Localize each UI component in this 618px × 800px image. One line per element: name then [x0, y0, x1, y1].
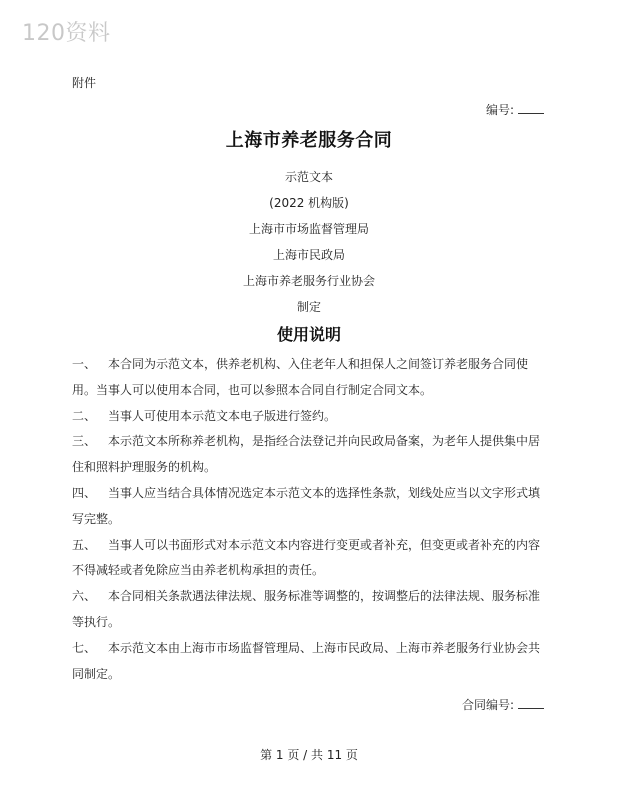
instruction-number: 七、	[72, 640, 97, 655]
instruction-item	[72, 636, 550, 688]
section-title: 使用说明	[276, 325, 341, 344]
issuer-industry-association: 上海市养老服务行业协会	[242, 274, 375, 288]
instruction-text: 本合同为示范文本，供养老机构、入住老年人和担保人之间签订养老服务合同使用。当事人可以使用本合同，也可以参照本合同自行制定合同文本。	[72, 357, 529, 397]
serial-number-label: 编号:	[485, 103, 514, 117]
issued-label: 制定	[296, 300, 321, 314]
page-footer: 第 1 页 / 共 11 页	[260, 748, 358, 762]
instruction-item	[72, 404, 550, 430]
instruction-text: 本示范文本所称养老机构，是指经合法登记并向民政局备案，为老年人提供集中居住和照料护理服务的机构。	[72, 434, 541, 475]
issuer-civil-affairs: 上海市民政局	[272, 248, 345, 262]
instruction-item	[72, 429, 550, 481]
instruction-item	[72, 584, 550, 636]
contract-number-blank	[518, 696, 544, 709]
instruction-item	[72, 533, 550, 585]
serial-number-blank	[518, 101, 544, 114]
contract-number-label: 合同编号:	[461, 698, 514, 712]
serial-number-field	[486, 101, 544, 118]
issuer-market-bureau: 上海市市场监督管理局	[248, 222, 369, 236]
instruction-number: 四、	[72, 485, 97, 500]
instruction-number: 一、	[72, 357, 97, 371]
contract-number-field	[462, 696, 544, 713]
instruction-text: 本合同相关条款遇法律法规、服务标准等调整的，按调整后的法律法规、服务标准等执行。	[72, 589, 541, 629]
instruction-item	[72, 481, 550, 533]
subtitle-template-label: 示范文本	[284, 170, 333, 184]
instruction-number: 二、	[72, 408, 97, 423]
subtitle-edition: (2022 机构版)	[269, 196, 349, 210]
instruction-number: 三、	[72, 434, 97, 449]
attachment-label: 附件	[72, 76, 97, 90]
instruction-text: 当事人应当结合具体情况选定本示范文本的选择性条款，划线处应当以文字形式填写完整。	[72, 485, 541, 526]
instruction-text: 本示范文本由上海市市场监督管理局、上海市民政局、上海市养老服务行业协会共同制定。	[72, 640, 541, 681]
instruction-text: 当事人可使用本示范文本电子版进行签约。	[108, 408, 337, 423]
watermark-logo: 120资料	[22, 21, 111, 46]
instruction-number: 六、	[72, 589, 97, 604]
instruction-text: 当事人可以书面形式对本示范文本内容进行变更或者补充，但变更或者补充的内容不得减轻或者免除应当由养老机构承担的责任。	[72, 537, 541, 578]
instructions-list	[72, 352, 550, 687]
document-title: 上海市养老服务合同	[225, 130, 393, 151]
instruction-item	[72, 352, 550, 404]
instruction-number: 五、	[72, 537, 97, 552]
